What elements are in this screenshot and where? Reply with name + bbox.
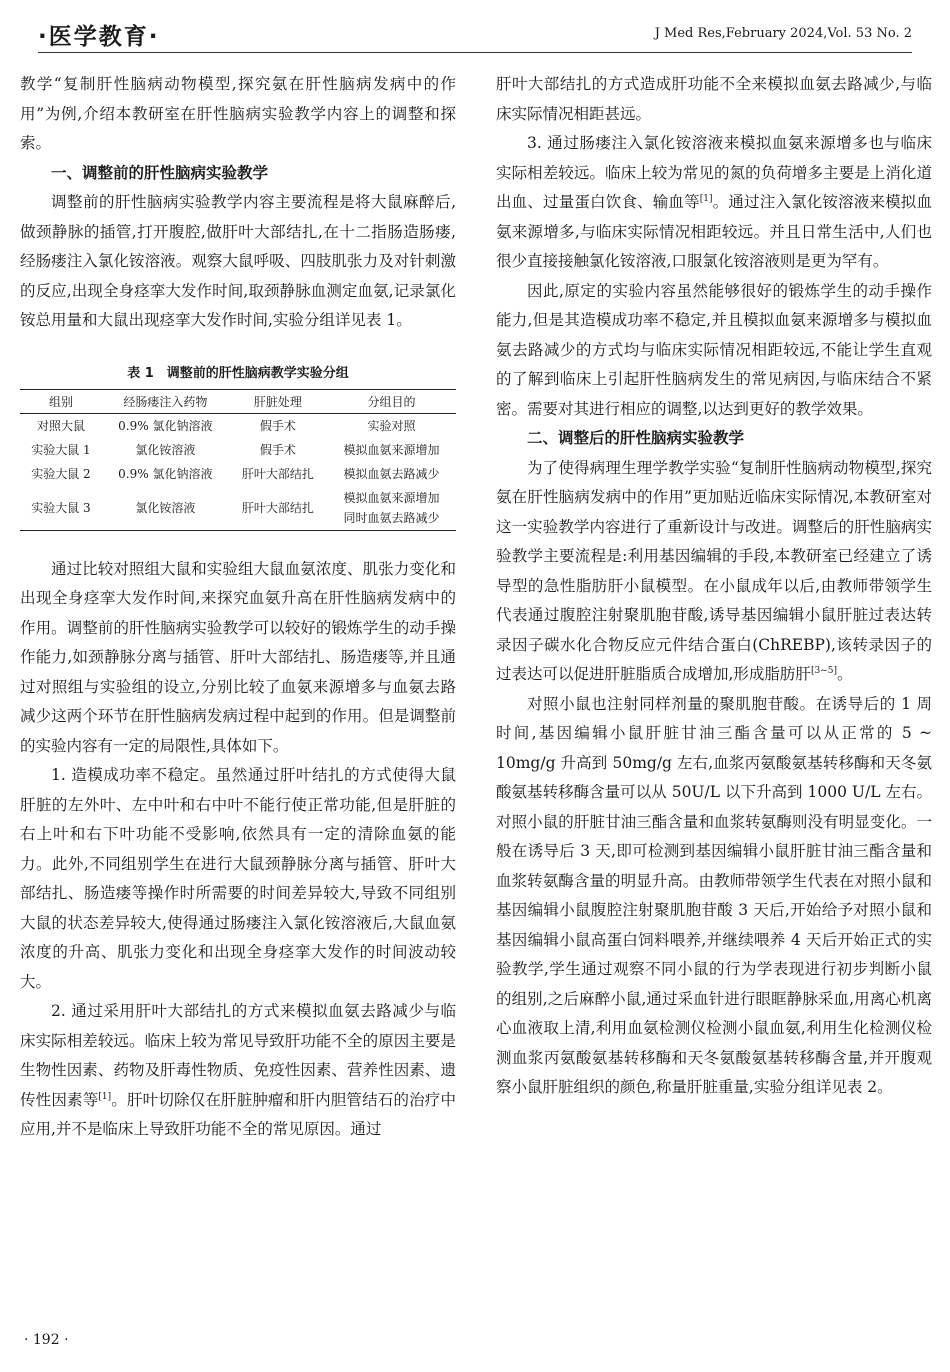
table-cell: 假手术 bbox=[259, 442, 296, 457]
journal-info: J Med Res,February 2024,Vol. 53 No. 2 bbox=[654, 26, 912, 41]
text-span: 3. 通过肠瘘注入氯化铵溶液来模拟血氨来源增多也与临床实际相差较远。临床上较为常见的氮的负荷增多主要是上消化道出血、过量蛋白饮食、输血等 bbox=[496, 134, 932, 211]
table-row bbox=[20, 438, 456, 462]
text-span: 。通过注入氯化铵溶液来模拟血氨来源增多,与临床实际情况相距较远。并且日常生活中,人们也很少直接接触氯化铵溶液,口服氯化铵溶液则是更为罕有。 bbox=[496, 193, 932, 270]
table-header-row bbox=[20, 389, 456, 413]
table-header-cell: 组别 bbox=[48, 394, 73, 409]
section-tag: ·医学教育· bbox=[38, 24, 160, 50]
table-header-cell: 肝脏处理 bbox=[253, 394, 302, 409]
section-heading-before: 一、调整前的肝性脑病实验教学 bbox=[51, 163, 269, 182]
paragraph-point-3 bbox=[496, 129, 932, 277]
page-header bbox=[38, 18, 912, 53]
section-heading-after: 二、调整后的肝性脑病实验教学 bbox=[527, 429, 745, 447]
paragraph-conclusion: 因此,原定的实验内容虽然能够很好的锻炼学生的动手操作能力,但是其造模成功率不稳定,并且模拟血氨来源增多与模拟血氨去路减少的方式均与临床实际情况相距较远,不能让学生直观的了解到临床上引起肝性脑病发生的常见病因,与临床结合不紧密。需要对其进行相应的调整,以达到更好的教学效果。 bbox=[496, 281, 932, 418]
table-cell: 模拟血氨来源增加 bbox=[343, 442, 440, 457]
table-cell: 模拟血氨来源增加 同时血氨去路减少 bbox=[343, 490, 440, 525]
text-span: 为了使得病理生理学教学实验“复制肝性脑病动物模型,探究氨在肝性脑病发病中的作用”更加贴近临床实际情况,本教研室对这一实验教学内容进行了重新设计与改进。调整后的肝性脑病实验教学主要流程是:利用基因编辑的手段,本教研室已经建立了诱导型的急性脂肪肝小鼠模型。在小鼠成年以后,由教师带领学生代表通过腹腔注射聚肌胞苷酸,诱导基因编辑小鼠肝脏过表达转录因子碳水化合物反应元件结合蛋白(ChREBP),该转录因子的过表达可以促进肝脏脂质合成增加,形成脂肪肝 bbox=[496, 458, 932, 683]
group-table bbox=[20, 389, 456, 531]
text-span: 。 bbox=[836, 665, 853, 683]
left-column bbox=[20, 70, 456, 1145]
table-cell: 肝叶大部结扎 bbox=[241, 466, 314, 481]
table-cell: 假手术 bbox=[259, 418, 296, 433]
paragraph-procedure: 调整前的肝性脑病实验教学内容主要流程是将大鼠麻醉后,做颈静脉的插管,打开腹腔,做肝叶大部结扎,在十二指肠造肠瘘,经肠瘘注入氯化铵溶液。观察大鼠呼吸、四肢肌张力及对针刺激的反应,出现全身痉挛大发作时间,取颈静脉血测定血氨,记录氯化铵总用量和大鼠出现痉挛大发作时间,实验分组详见表 1。 bbox=[20, 193, 456, 329]
table-cell: 0.9% 氯化钠溶液 bbox=[118, 466, 213, 481]
table-cell: 模拟血氨去路减少 bbox=[343, 466, 440, 481]
text-span: 。肝叶切除仅在肝脏肿瘤和肝内胆管结石的治疗中应用,并不是临床上导致肝功能不全的常见原因。通过 bbox=[20, 1090, 456, 1138]
table-header-cell: 分组目的 bbox=[367, 394, 416, 409]
citation: [1] bbox=[98, 1091, 112, 1102]
paragraph-point-2 bbox=[20, 997, 456, 1145]
text-span: 2. 通过采用肝叶大部结扎的方式来模拟血氨去路减少与临床实际相差较远。临床上较为常见导致肝功能不全的原因主要是生物性因素、药物及肝毒性物质、免疫性因素、营养性因素、遗传性因素等 bbox=[20, 1002, 456, 1109]
citation: [1] bbox=[699, 193, 713, 204]
paragraph-point-1: 1. 造模成功率不稳定。虽然通过肝叶结扎的方式使得大鼠肝脏的左外叶、左中叶和右中叶不能行使正常功能,但是肝脏的右上叶和右下叶功能不受影响,依然具有一定的清除血氨的能力。此外,不同组别学生在进行大鼠颈静脉分离与插管、肝叶大部结扎、肠造瘘等操作时所需要的时间差异较大,导致不同组别大鼠的状态差异较大,使得通过肠瘘注入氯化铵溶液后,大鼠血氨浓度的升高、肌张力变化和出现全身痉挛大发作的时间波动较大。 bbox=[20, 766, 456, 991]
table-header-cell: 经肠瘘注入药物 bbox=[123, 394, 208, 409]
table-cell: 实验大鼠 2 bbox=[31, 466, 91, 481]
table-cell: 肝叶大部结扎 bbox=[241, 500, 314, 515]
table-cell: 对照大鼠 bbox=[36, 418, 85, 433]
table-cell: 0.9% 氯化钠溶液 bbox=[118, 418, 213, 433]
table-row bbox=[20, 413, 456, 438]
table-caption: 表 1 调整前的肝性脑病教学实验分组 bbox=[127, 365, 349, 381]
table-cell: 实验大鼠 3 bbox=[31, 500, 91, 515]
intro-paragraph: 教学“复制肝性脑病动物模型,探究氨在肝性脑病发病中的作用”为例,介绍本教研室在肝性脑病实验教学内容上的调整和探索。 bbox=[20, 75, 456, 152]
right-column bbox=[496, 70, 932, 1103]
table-cell: 氯化铵溶液 bbox=[135, 442, 196, 457]
table-cell: 氯化铵溶液 bbox=[135, 500, 196, 515]
paragraph-comparison: 通过比较对照组大鼠和实验组大鼠血氨浓度、肌张力变化和出现全身痉挛大发作时间,来探究血氨升高在肝性脑病发病中的作用。调整前的肝性脑病实验教学可以较好的锻炼学生的动手操作能力,如颈静脉分离与插管、肝叶大部结扎、肠造瘘等,并且通过对照组与实验组的设立,分别比较了血氨来源增多与血氨去路减少这两个环节在肝性脑病发病过程中起到的作用。但是调整前的实验内容有一定的局限性,具体如下。 bbox=[20, 559, 456, 755]
paragraph-continued: 肝叶大部结扎的方式造成肝功能不全来模拟血氨去路减少,与临床实际情况相距甚远。 bbox=[496, 75, 932, 123]
citation: [3~5] bbox=[810, 665, 837, 676]
table-row bbox=[20, 486, 456, 531]
table-cell: 实验大鼠 1 bbox=[31, 442, 91, 457]
paragraph-control-mice: 对照小鼠也注射同样剂量的聚肌胞苷酸。在诱导后的 1 周时间,基因编辑小鼠肝脏甘油三酯含量可以从正常的 5 ~ 10mg/g 升高到 50mg/g 左右,血浆丙氨酸氨基转移酶和天冬氨酸氨基转移酶含量可以从 50U/L 以下升高到 1000 U/L 左右。对照小鼠的肝脏甘油三酯含量和血浆转氨酶则没有明显变化。一般在诱导后 3 天,即可检测到基因编辑小鼠肝脏甘油三酯含量和血浆转氨酶含量的明显升高。由教师带领学生代表在对照小鼠和基因编辑小鼠腹腔注射聚肌胞苷酸 3 天后,开始给予对照小鼠和基因编辑小鼠高蛋白饲料喂养,并继续喂养 4 天后开始正式的实验教学,学生通过观察不同小鼠的行为学表现进行初步判断小鼠的组别,之后麻醉小鼠,通过采血针进行眼眶静脉采血,用离心机离心血液取上清,利用血氨检测仪检测小鼠血氨,利用生化检测仪检测血浆丙氨酸氨基转移酶和天冬氨酸氨基转移酶含量,并开腹观察小鼠肝脏组织的颜色,称量肝脏重量,实验分组详见表 2。 bbox=[496, 694, 932, 1096]
page-number: · 192 · bbox=[24, 1332, 69, 1348]
paragraph-new-design bbox=[496, 454, 932, 690]
table-cell: 实验对照 bbox=[367, 418, 416, 433]
table-row bbox=[20, 462, 456, 486]
